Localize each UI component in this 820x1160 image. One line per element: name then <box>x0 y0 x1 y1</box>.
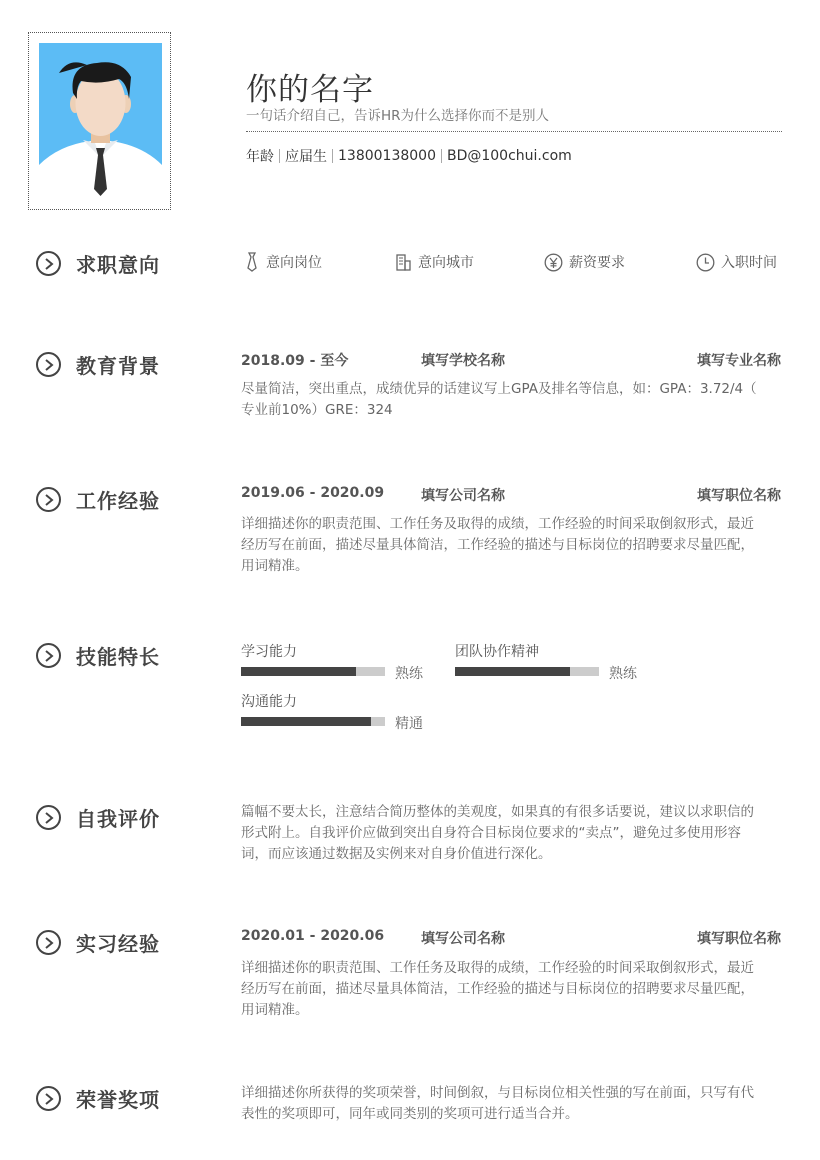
section-title-intention: 求职意向 <box>36 249 160 278</box>
separator <box>332 149 333 163</box>
education-major: 填写专业名称 <box>697 353 781 369</box>
skill-bar-fill <box>241 667 356 676</box>
yen-icon <box>544 253 563 272</box>
work-description: 详细描述你的职责范围、工作任务及取得的成绩，工作经验的时间采取倒叙形式，最近 经历写在前面，描述尽量具体简洁，工作经验的描述与目标岗位的招聘要求尽量匹配， 用词精准。 <box>241 516 754 574</box>
honors-description: 详细描述你所获得的奖项荣誉，时间倒叙，与目标岗位相关性强的写在前面，只写有代 表性的奖项即可，同年或同类别的奖项可进行适当合并。 <box>241 1085 754 1122</box>
building-icon <box>395 253 412 271</box>
skill-level: 熟练 <box>609 666 637 682</box>
intention-salary: 薪资要求 <box>544 252 625 272</box>
intention-city: 意向城市 <box>395 252 474 272</box>
tagline: 一句话介绍自己，告诉HR为什么选择你而不是别人 <box>246 108 550 124</box>
avatar[interactable] <box>39 43 162 199</box>
internship-position: 填写职位名称 <box>697 931 781 947</box>
internship-date: 2020.01 - 2020.06 <box>241 928 385 944</box>
section-title-education: 教育背景 <box>36 350 160 379</box>
separator <box>279 149 280 163</box>
section-title-skills: 技能特长 <box>36 641 160 670</box>
chevron-right-icon <box>36 805 61 830</box>
internship-company: 填写公司名称 <box>421 931 505 947</box>
chevron-right-icon <box>36 1086 61 1111</box>
section-title-honors: 荣誉奖项 <box>36 1084 160 1113</box>
education-date: 2018.09 - 至今 <box>241 353 349 369</box>
chevron-right-icon <box>36 352 61 377</box>
skill-name: 学习能力 <box>241 644 297 660</box>
work-position: 填写职位名称 <box>697 488 781 504</box>
contact-info <box>246 146 572 166</box>
avatar-illustration <box>39 43 162 199</box>
skill-name: 沟通能力 <box>241 694 297 710</box>
work-date: 2019.06 - 2020.09 <box>241 485 385 501</box>
chevron-right-icon <box>36 930 61 955</box>
section-title-self-eval: 自我评价 <box>36 803 160 832</box>
candidate-name: 你的名字 <box>246 72 374 108</box>
skill-name: 团队协作精神 <box>455 644 539 660</box>
skill-level: 精通 <box>395 716 423 732</box>
education-school: 填写学校名称 <box>421 353 505 369</box>
skill-level: 熟练 <box>395 666 423 682</box>
email-text[interactable]: BD@100chui.com <box>446 148 572 164</box>
skill-bar <box>241 667 385 676</box>
status-text: 应届生 <box>285 149 327 165</box>
section-title-internship: 实习经验 <box>36 928 160 957</box>
skill-bar-fill <box>241 717 371 726</box>
clock-icon <box>696 253 715 272</box>
work-company: 填写公司名称 <box>421 488 505 504</box>
skill-bar-fill <box>455 667 570 676</box>
chevron-right-icon <box>36 251 61 276</box>
self-eval-description: 篇幅不要太长，注意结合简历整体的美观度，如果真的有很多话要说，建议以求职信的 形式附上。自我评价应做到突出自身符合目标岗位要求的“卖点”，避免过多使用形容 词，而应该通过数据及实例来对自身价值进行深化。 <box>241 804 754 862</box>
header-divider <box>246 131 782 132</box>
tie-icon <box>244 252 260 272</box>
intention-position: 意向岗位 <box>244 252 322 272</box>
chevron-right-icon <box>36 643 61 668</box>
separator <box>441 149 442 163</box>
skill-bar <box>455 667 599 676</box>
age-text: 年龄 <box>246 149 274 165</box>
section-title-work: 工作经验 <box>36 485 160 514</box>
phone-text[interactable]: 13800138000 <box>338 148 436 164</box>
skill-bar <box>241 717 385 726</box>
chevron-right-icon <box>36 487 61 512</box>
internship-description: 详细描述你的职责范围、工作任务及取得的成绩，工作经验的时间采取倒叙形式，最近 经历写在前面，描述尽量具体简洁，工作经验的描述与目标岗位的招聘要求尽量匹配， 用词精准。 <box>241 960 754 1018</box>
intention-start-time: 入职时间 <box>696 252 777 272</box>
education-description: 尽量简洁，突出重点，成绩优异的话建议写上GPA及排名等信息，如：GPA：3.72/4（ 专业前10%）GRE：324 <box>241 381 757 418</box>
